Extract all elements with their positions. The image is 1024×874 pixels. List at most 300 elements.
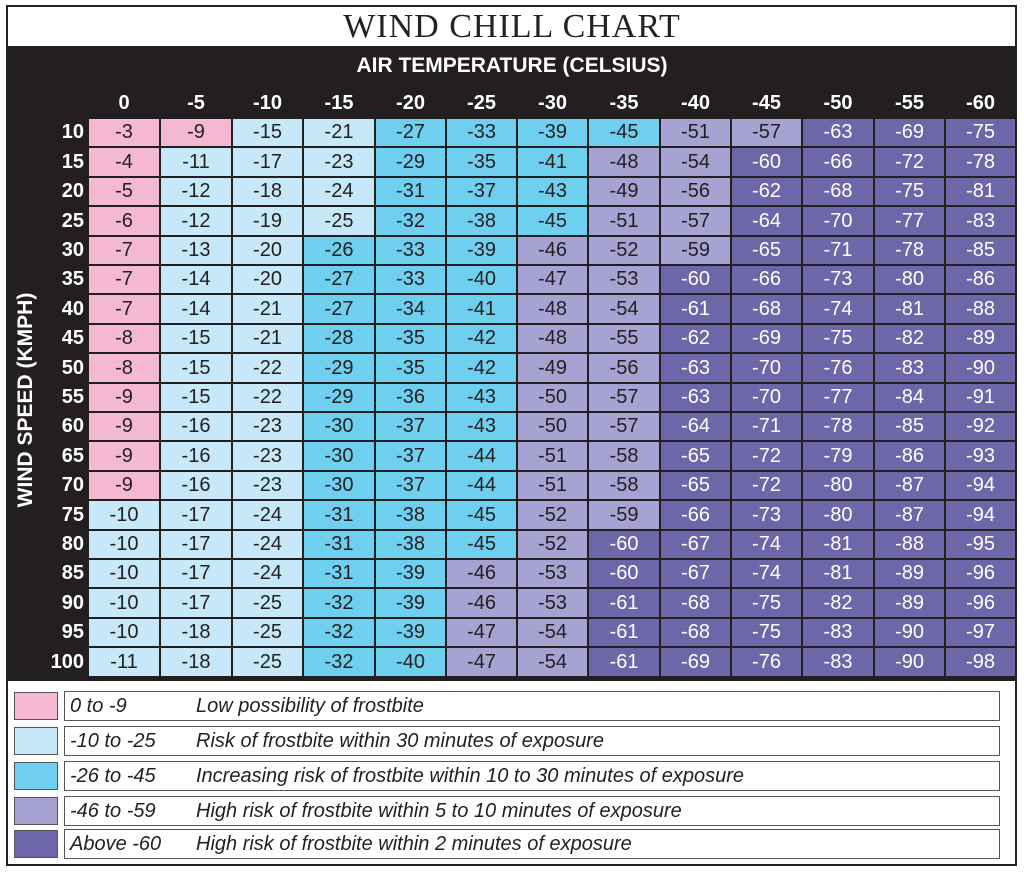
wind-chill-cell: -36: [375, 383, 446, 412]
wind-chill-cell: -42: [446, 324, 517, 353]
wind-chill-cell: -59: [660, 236, 731, 265]
wind-chill-cell: -32: [303, 588, 375, 618]
wind-chill-cell: -51: [517, 471, 588, 500]
wind-chill-cell: -54: [660, 147, 731, 177]
wind-chill-cell: -29: [375, 147, 446, 177]
legend-range: Above -60: [70, 833, 162, 855]
wind-chill-cell: -35: [446, 147, 517, 177]
air-temperature-header: -30: [538, 92, 567, 114]
wind-speed-header: 35: [61, 268, 84, 290]
wind-chill-cell: -68: [660, 618, 731, 647]
wind-chill-cell: -10: [88, 559, 160, 588]
wind-chill-cell: -60: [660, 265, 731, 294]
legend-text-box: [64, 796, 1000, 826]
wind-chill-cell: -57: [660, 206, 731, 236]
wind-chill-cell: -48: [517, 324, 588, 353]
wind-chill-cell: -9: [88, 383, 160, 412]
wind-chill-cell: -81: [802, 559, 874, 588]
air-temperature-header: -40: [681, 92, 710, 114]
wind-chill-cell: -24: [232, 530, 303, 559]
wind-chill-cell: -58: [588, 441, 660, 471]
wind-chill-cell: -15: [160, 324, 232, 353]
legend-swatch: [14, 830, 58, 858]
legend-text-box: [64, 829, 1000, 859]
wind-chill-cell: -43: [446, 412, 517, 441]
wind-chill-cell: -91: [945, 383, 1016, 412]
wind-chill-cell: -81: [874, 294, 945, 324]
wind-chill-cell: -9: [88, 412, 160, 441]
wind-chill-cell: -27: [303, 294, 375, 324]
wind-speed-header: 25: [61, 210, 84, 232]
wind-chill-cell: -25: [232, 588, 303, 618]
wind-chill-cell: -57: [588, 412, 660, 441]
wind-chill-cell: -61: [588, 618, 660, 647]
wind-chill-cell: -45: [588, 118, 660, 147]
wind-chill-cell: -6: [88, 206, 160, 236]
wind-chill-cell: -16: [160, 412, 232, 441]
wind-chill-cell: -66: [660, 500, 731, 530]
legend-swatch: [14, 692, 58, 720]
wind-chill-cell: -16: [160, 471, 232, 500]
wind-chill-cell: -33: [375, 236, 446, 265]
wind-chill-cell: -45: [517, 206, 588, 236]
wind-speed-header: 55: [61, 386, 84, 408]
wind-chill-cell: -62: [731, 177, 802, 206]
legend-range: 0 to -9: [70, 695, 127, 717]
wind-chill-cell: -96: [945, 559, 1016, 588]
wind-chill-cell: -89: [874, 588, 945, 618]
wind-chill-cell: -74: [802, 294, 874, 324]
wind-chill-cell: -51: [588, 206, 660, 236]
wind-speed-header: 90: [61, 592, 84, 614]
air-temperature-header: -60: [966, 92, 995, 114]
wind-chill-cell: -28: [303, 324, 375, 353]
wind-chill-cell: -17: [232, 147, 303, 177]
wind-chill-cell: -39: [375, 559, 446, 588]
wind-chill-cell: -74: [731, 559, 802, 588]
wind-chill-cell: -41: [446, 294, 517, 324]
wind-chill-cell: -75: [731, 588, 802, 618]
chart-title: WIND CHILL CHART: [343, 8, 681, 45]
wind-chill-cell: -17: [160, 588, 232, 618]
wind-chill-cell: -75: [874, 177, 945, 206]
legend-description: Low possibility of frostbite: [196, 695, 424, 717]
wind-speed-header: 100: [50, 651, 84, 673]
wind-chill-cell: -14: [160, 265, 232, 294]
wind-chill-cell: -18: [160, 618, 232, 647]
x-axis-label: AIR TEMPERATURE (CELSIUS): [356, 54, 668, 77]
air-temperature-header: 0: [118, 92, 130, 114]
wind-chill-cell: -35: [375, 324, 446, 353]
wind-chill-cell: -39: [517, 118, 588, 147]
wind-chill-cell: -65: [731, 236, 802, 265]
wind-chill-cell: -68: [731, 294, 802, 324]
wind-chill-cell: -69: [731, 324, 802, 353]
wind-chill-cell: -47: [446, 618, 517, 647]
wind-chill-cell: -50: [517, 383, 588, 412]
wind-chill-cell: -33: [446, 118, 517, 147]
wind-chill-cell: -60: [588, 559, 660, 588]
wind-chill-cell: -25: [303, 206, 375, 236]
legend-swatch: [14, 797, 58, 825]
wind-chill-cell: -34: [375, 294, 446, 324]
wind-chill-cell: -7: [88, 236, 160, 265]
wind-chill-cell: -17: [160, 530, 232, 559]
wind-chill-cell: -78: [874, 236, 945, 265]
wind-chill-cell: -23: [303, 147, 375, 177]
wind-chill-cell: -31: [303, 530, 375, 559]
wind-chill-cell: -39: [375, 588, 446, 618]
wind-chill-cell: -63: [660, 353, 731, 383]
wind-chill-cell: -85: [874, 412, 945, 441]
wind-chill-cell: -43: [446, 383, 517, 412]
wind-chill-cell: -42: [446, 353, 517, 383]
wind-chill-cell: -78: [945, 147, 1016, 177]
wind-chill-cell: -30: [303, 471, 375, 500]
wind-chill-cell: -87: [874, 500, 945, 530]
wind-chill-cell: -72: [874, 147, 945, 177]
wind-chill-cell: -24: [232, 559, 303, 588]
air-temperature-header: -25: [467, 92, 496, 114]
wind-chill-cell: -54: [588, 294, 660, 324]
air-temperature-header: -20: [396, 92, 425, 114]
wind-chill-cell: -64: [660, 412, 731, 441]
wind-chill-cell: -38: [446, 206, 517, 236]
wind-chill-cell: -81: [802, 530, 874, 559]
wind-chill-cell: -73: [802, 265, 874, 294]
wind-chill-cell: -73: [731, 500, 802, 530]
wind-chill-cell: -75: [802, 324, 874, 353]
wind-chill-cell: -60: [731, 147, 802, 177]
wind-chill-cell: -18: [160, 647, 232, 677]
wind-chill-cell: -82: [874, 324, 945, 353]
wind-speed-header: 30: [61, 239, 84, 261]
wind-chill-cell: -52: [588, 236, 660, 265]
wind-chill-cell: -59: [588, 500, 660, 530]
wind-chill-cell: -13: [160, 236, 232, 265]
wind-chill-cell: -92: [945, 412, 1016, 441]
wind-chill-cell: -31: [375, 177, 446, 206]
wind-chill-cell: -83: [802, 647, 874, 677]
wind-chill-cell: -72: [731, 441, 802, 471]
wind-chill-cell: -84: [874, 383, 945, 412]
wind-chill-cell: -71: [731, 412, 802, 441]
legend-description: Increasing risk of frostbite within 10 to 30 minutes of exposure: [196, 765, 745, 787]
wind-chill-cell: -10: [88, 530, 160, 559]
wind-chill-cell: -53: [517, 588, 588, 618]
air-temperature-header: -10: [253, 92, 282, 114]
wind-chill-cell: -35: [375, 353, 446, 383]
legend-description: High risk of frostbite within 5 to 10 minutes of exposure: [196, 800, 682, 822]
wind-chill-cell: -30: [303, 412, 375, 441]
wind-chill-cell: -12: [160, 206, 232, 236]
wind-chill-cell: -26: [303, 236, 375, 265]
air-temperature-header: -35: [609, 92, 639, 114]
wind-chill-cell: -7: [88, 265, 160, 294]
wind-chill-cell: -22: [232, 383, 303, 412]
wind-speed-header: 80: [61, 533, 84, 555]
wind-chill-cell: -95: [945, 530, 1016, 559]
wind-chill-cell: -70: [731, 353, 802, 383]
wind-chill-cell: -80: [802, 471, 874, 500]
air-temperature-header: -15: [324, 92, 354, 114]
wind-chill-cell: -27: [375, 118, 446, 147]
wind-chill-cell: -97: [945, 618, 1016, 647]
wind-speed-header: 40: [61, 298, 84, 320]
wind-chill-cell: -54: [517, 647, 588, 677]
wind-chill-cell: -70: [802, 206, 874, 236]
wind-chill-cell: -81: [945, 177, 1016, 206]
wind-speed-header: 95: [61, 621, 84, 643]
wind-chill-cell: -20: [232, 236, 303, 265]
wind-chill-cell: -85: [945, 236, 1016, 265]
wind-chill-cell: -63: [802, 118, 874, 147]
wind-chill-cell: -45: [446, 530, 517, 559]
wind-chill-cell: -16: [160, 441, 232, 471]
wind-chill-cell: -56: [660, 177, 731, 206]
air-temperature-header: -55: [895, 92, 924, 114]
wind-chill-cell: -40: [375, 647, 446, 677]
wind-chill-cell: -11: [88, 647, 160, 677]
legend-range: -46 to -59: [70, 800, 156, 822]
legend-text-box: [64, 691, 1000, 721]
wind-chill-cell: -4: [88, 147, 160, 177]
wind-chill-cell: -10: [88, 618, 160, 647]
wind-chill-cell: -8: [88, 324, 160, 353]
wind-chill-cell: -9: [88, 441, 160, 471]
wind-chill-cell: -76: [802, 353, 874, 383]
wind-chill-cell: -93: [945, 441, 1016, 471]
wind-chill-cell: -37: [375, 412, 446, 441]
wind-chill-cell: -86: [874, 441, 945, 471]
air-temperature-header: -45: [752, 92, 781, 114]
wind-chill-cell: -45: [446, 500, 517, 530]
wind-chill-cell: -17: [160, 500, 232, 530]
wind-chill-cell: -66: [731, 265, 802, 294]
wind-chill-cell: -80: [802, 500, 874, 530]
wind-chill-cell: -67: [660, 559, 731, 588]
wind-chill-cell: -15: [160, 353, 232, 383]
wind-chill-cell: -19: [232, 206, 303, 236]
wind-chill-cell: -22: [232, 353, 303, 383]
wind-speed-header: 15: [61, 151, 84, 173]
wind-speed-header: 45: [61, 327, 84, 349]
wind-chill-cell: -80: [874, 265, 945, 294]
wind-chill-cell: -98: [945, 647, 1016, 677]
wind-chill-cell: -69: [660, 647, 731, 677]
wind-chill-cell: -90: [874, 647, 945, 677]
wind-chill-cell: -9: [160, 118, 232, 147]
wind-chill-cell: -37: [375, 471, 446, 500]
wind-chill-cell: -21: [232, 324, 303, 353]
wind-chill-cell: -61: [588, 588, 660, 618]
wind-chill-cell: -65: [660, 441, 731, 471]
wind-chill-cell: -61: [588, 647, 660, 677]
wind-speed-header: 75: [61, 504, 84, 526]
wind-chill-cell: -52: [517, 530, 588, 559]
legend-range: -10 to -25: [70, 730, 156, 752]
wind-chill-cell: -18: [232, 177, 303, 206]
wind-chill-cell: -38: [375, 530, 446, 559]
wind-chill-cell: -69: [874, 118, 945, 147]
wind-chill-cell: -96: [945, 588, 1016, 618]
wind-chill-cell: -29: [303, 353, 375, 383]
wind-speed-header: 20: [61, 180, 84, 202]
wind-chill-cell: -44: [446, 441, 517, 471]
wind-chill-cell: -23: [232, 471, 303, 500]
wind-chill-cell: -47: [446, 647, 517, 677]
wind-chill-cell: -83: [874, 353, 945, 383]
air-temperature-header: -5: [187, 92, 205, 114]
wind-chill-cell: -72: [731, 471, 802, 500]
wind-chill-cell: -39: [375, 618, 446, 647]
wind-chill-cell: -82: [802, 588, 874, 618]
wind-chill-cell: -68: [802, 177, 874, 206]
y-axis-label: WIND SPEED (KMPH): [14, 292, 37, 508]
wind-chill-cell: -60: [588, 530, 660, 559]
legend-text-box: [64, 726, 1000, 756]
wind-chill-cell: -21: [232, 294, 303, 324]
wind-speed-header: 65: [61, 445, 84, 467]
wind-chill-cell: -9: [88, 471, 160, 500]
wind-chill-cell: -62: [660, 324, 731, 353]
wind-chill-cell: -49: [588, 177, 660, 206]
wind-chill-cell: -32: [303, 618, 375, 647]
wind-chill-cell: -29: [303, 383, 375, 412]
wind-chill-cell: -38: [375, 500, 446, 530]
wind-chill-cell: -75: [945, 118, 1016, 147]
wind-chill-cell: -23: [232, 441, 303, 471]
wind-chill-cell: -44: [446, 471, 517, 500]
wind-chill-cell: -71: [802, 236, 874, 265]
wind-chill-cell: -17: [160, 559, 232, 588]
wind-chill-cell: -83: [945, 206, 1016, 236]
wind-chill-cell: -75: [731, 618, 802, 647]
legend-description: Risk of frostbite within 30 minutes of exposure: [196, 730, 604, 752]
wind-chill-cell: -10: [88, 588, 160, 618]
wind-chill-cell: -94: [945, 471, 1016, 500]
wind-chill-cell: -41: [517, 147, 588, 177]
wind-chill-cell: -52: [517, 500, 588, 530]
wind-chill-cell: -77: [874, 206, 945, 236]
wind-chill-cell: -57: [731, 118, 802, 147]
wind-chill-cell: -88: [945, 294, 1016, 324]
wind-chill-cell: -87: [874, 471, 945, 500]
wind-chill-cell: -61: [660, 294, 731, 324]
wind-chill-cell: -68: [660, 588, 731, 618]
wind-chill-cell: -57: [588, 383, 660, 412]
legend-description: High risk of frostbite within 2 minutes of exposure: [196, 833, 632, 855]
wind-chill-cell: -74: [731, 530, 802, 559]
wind-chill-cell: -10: [88, 500, 160, 530]
wind-chill-cell: -86: [945, 265, 1016, 294]
wind-chill-cell: -77: [802, 383, 874, 412]
wind-chill-cell: -53: [588, 265, 660, 294]
wind-chill-cell: -31: [303, 500, 375, 530]
wind-chill-cell: -12: [160, 177, 232, 206]
wind-chill-cell: -3: [88, 118, 160, 147]
wind-chill-cell: -20: [232, 265, 303, 294]
wind-chill-cell: -56: [588, 353, 660, 383]
wind-chill-cell: -46: [446, 559, 517, 588]
wind-chill-cell: -30: [303, 441, 375, 471]
wind-chill-cell: -11: [160, 147, 232, 177]
wind-chill-cell: -47: [517, 265, 588, 294]
wind-chill-cell: -89: [874, 559, 945, 588]
wind-chill-cell: -32: [303, 647, 375, 677]
legend-swatch: [14, 727, 58, 755]
wind-chill-cell: -55: [588, 324, 660, 353]
wind-chill-cell: -24: [232, 500, 303, 530]
wind-chill-cell: -31: [303, 559, 375, 588]
wind-chill-cell: -65: [660, 471, 731, 500]
wind-chill-cell: -46: [517, 236, 588, 265]
wind-chill-cell: -67: [660, 530, 731, 559]
wind-chill-cell: -25: [232, 647, 303, 677]
wind-chill-cell: -94: [945, 500, 1016, 530]
wind-chill-cell: -79: [802, 441, 874, 471]
wind-chill-cell: -15: [232, 118, 303, 147]
wind-chill-cell: -54: [517, 618, 588, 647]
wind-chill-cell: -76: [731, 647, 802, 677]
wind-chill-cell: -48: [517, 294, 588, 324]
wind-speed-header: 70: [61, 474, 84, 496]
wind-chill-cell: -66: [802, 147, 874, 177]
wind-chill-cell: -25: [232, 618, 303, 647]
wind-chill-cell: -5: [88, 177, 160, 206]
wind-chill-cell: -51: [517, 441, 588, 471]
air-temperature-header: -50: [823, 92, 853, 114]
wind-chill-cell: -33: [375, 265, 446, 294]
wind-chill-cell: -48: [588, 147, 660, 177]
wind-chill-cell: -32: [375, 206, 446, 236]
wind-chill-cell: -14: [160, 294, 232, 324]
wind-chill-cell: -21: [303, 118, 375, 147]
legend-range: -26 to -45: [70, 765, 156, 787]
wind-chill-cell: -23: [232, 412, 303, 441]
wind-speed-header: 50: [61, 357, 84, 379]
wind-chill-cell: -49: [517, 353, 588, 383]
wind-chill-cell: -58: [588, 471, 660, 500]
legend-text-box: [64, 761, 1000, 791]
legend-swatch: [14, 762, 58, 790]
wind-chill-cell: -89: [945, 324, 1016, 353]
wind-chill-cell: -7: [88, 294, 160, 324]
wind-chill-cell: -78: [802, 412, 874, 441]
wind-chill-cell: -90: [945, 353, 1016, 383]
wind-chill-cell: -24: [303, 177, 375, 206]
wind-speed-header: 10: [61, 121, 84, 143]
wind-chill-cell: -15: [160, 383, 232, 412]
wind-chill-cell: -51: [660, 118, 731, 147]
wind-chill-cell: -50: [517, 412, 588, 441]
wind-chill-cell: -37: [446, 177, 517, 206]
wind-chill-cell: -88: [874, 530, 945, 559]
wind-chill-cell: -39: [446, 236, 517, 265]
wind-chill-cell: -53: [517, 559, 588, 588]
wind-chill-cell: -90: [874, 618, 945, 647]
wind-chill-cell: -46: [446, 588, 517, 618]
wind-chill-cell: -70: [731, 383, 802, 412]
wind-chill-cell: -83: [802, 618, 874, 647]
wind-chill-cell: -37: [375, 441, 446, 471]
wind-chill-cell: -64: [731, 206, 802, 236]
wind-speed-header: 85: [61, 562, 84, 584]
wind-chill-cell: -27: [303, 265, 375, 294]
wind-chill-cell: -63: [660, 383, 731, 412]
wind-chill-cell: -8: [88, 353, 160, 383]
wind-chill-cell: -43: [517, 177, 588, 206]
